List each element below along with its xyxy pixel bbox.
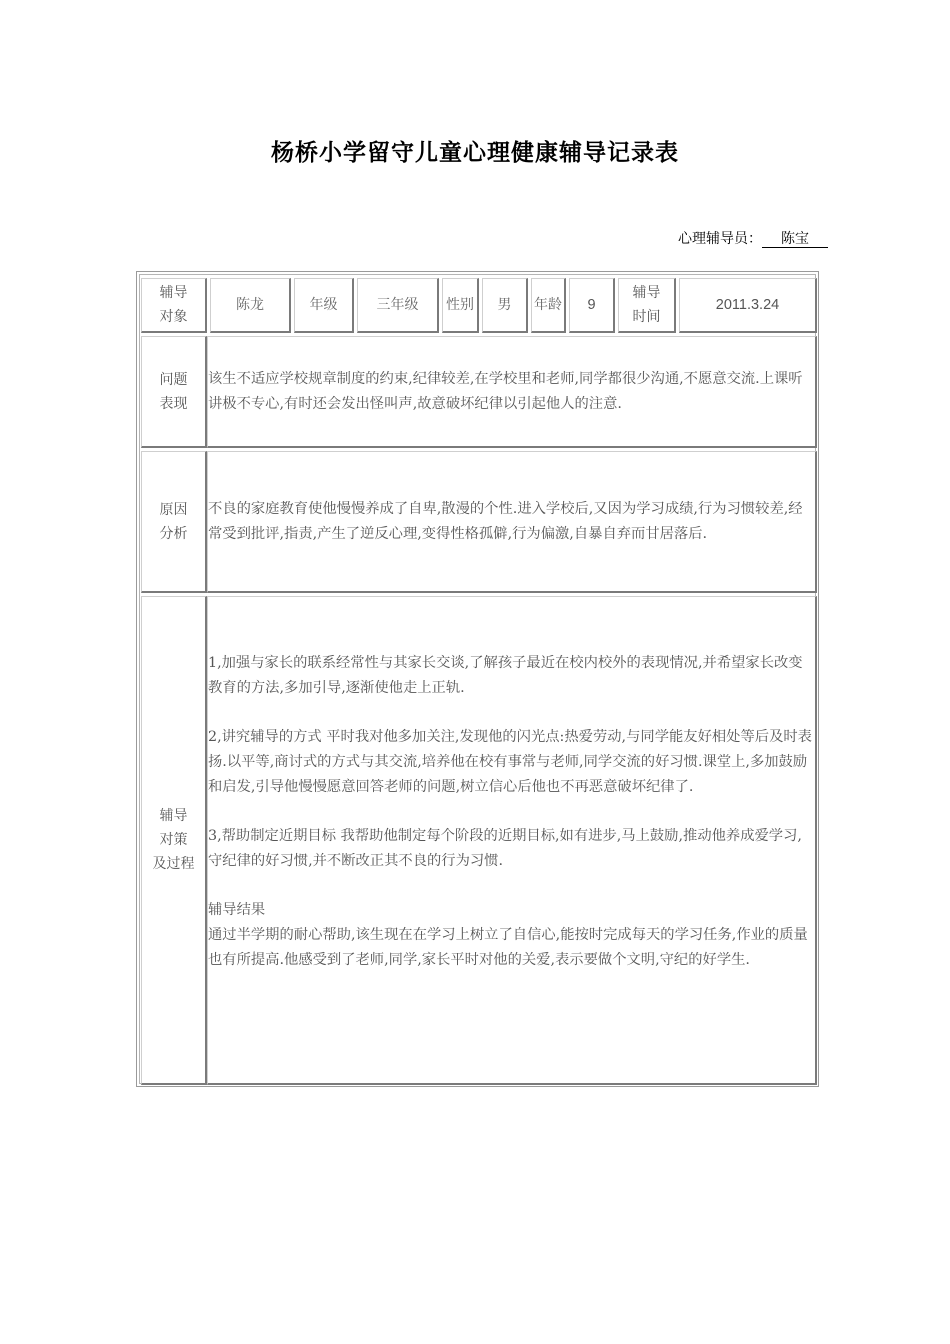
cause-label-line2: 分析 [159,525,188,542]
strategy-label-line2: 对策 [159,832,188,848]
time-label-cell [618,278,676,333]
grade-label-cell [294,278,354,333]
record-table [136,271,819,1087]
age-label: 年龄 [534,297,562,313]
strategy-item-3: 3,帮助制定近期目标 我帮助他制定每个阶段的近期目标,如有进步,马上鼓励,推动他养成爱学习,守纪律的好习惯,并不断改正其不良的行为习惯. [208,828,802,869]
result-heading: 辅导结果 [208,902,266,918]
strategy-label-line3: 及过程 [152,856,195,872]
time-value-cell [679,278,817,333]
problem-label-line1: 问题 [159,371,188,388]
cause-content-cell [207,451,817,593]
gender-label: 性别 [446,297,474,313]
strategy-content-cell [207,596,817,1085]
subject-name: 陈龙 [236,297,264,313]
time-value: 2011.3.24 [715,297,780,313]
subject-label-line2: 对象 [159,309,188,325]
cause-text: 不良的家庭教育使他慢慢养成了自卑,散漫的个性.进入学校后,又因为学习成绩,行为习惯较差,经常受到批评,指责,产生了逆反心理,变得性格孤僻,行为偏激,自暴自弃而甘居落后. [208,500,803,542]
subject-label-cell [141,278,207,333]
problem-content-cell [207,336,817,448]
subject-label-line1: 辅导 [159,285,188,301]
gender-label-cell [442,278,479,333]
age-label-cell [531,278,566,333]
problem-text: 该生不适应学校规章制度的约束,纪律较差,在学校里和老师,同学都很少沟通,不愿意交流.上课听讲极不专心,有时还会发出怪叫声,故意破坏纪律以引起他人的注意. [208,370,803,412]
problem-label-line2: 表现 [159,395,188,412]
age-value-cell [569,278,615,333]
counselor-label: 心理辅导员： [678,231,762,247]
counselor-name: 陈宝 [762,231,828,248]
strategy-label-line1: 辅导 [159,808,188,824]
grade-label: 年级 [309,297,338,313]
problem-label-cell [141,336,207,448]
gender-value-cell [482,278,528,333]
strategy-label-cell [141,596,207,1085]
gender-value: 男 [497,297,512,313]
cause-label-line1: 原因 [159,501,188,518]
age-value: 9 [587,297,596,313]
time-label-line2: 时间 [632,309,661,325]
strategy-item-1: 1,加强与家长的联系经常性与其家长交谈,了解孩子最近在校内校外的表现情况,并希望家长改变教育的方法,多加引导,逐渐使他走上正轨. [208,655,803,696]
subject-name-cell [210,278,291,333]
page-title: 杨桥小学留守儿童心理健康辅导记录表 [271,140,679,166]
result-text: 通过半学期的耐心帮助,该生现在在学习上树立了自信心,能按时完成每天的学习任务,作业的质量也有所提高.他感受到了老师,同学,家长平时对他的关爱,表示要做个文明,守纪的好学生. [208,927,808,968]
strategy-item-2: 2,讲究辅导的方式 平时我对他多加关注,发现他的闪光点:热爱劳动,与同学能友好相处等后及时表扬.以平等,商讨式的方式与其交流,培养他在校有事常与老师,同学交流的好习惯.课堂上,多加鼓励和启发,引导他慢慢愿意回答老师的问题,树立信心后他也不再恶意破坏纪律了. [208,729,812,795]
cause-label-cell [141,451,207,593]
grade-value: 三年级 [376,297,419,313]
counselor-line [678,228,828,248]
grade-value-cell [357,278,439,333]
record-table-inner [139,274,816,1084]
time-label-line1: 辅导 [632,285,661,301]
